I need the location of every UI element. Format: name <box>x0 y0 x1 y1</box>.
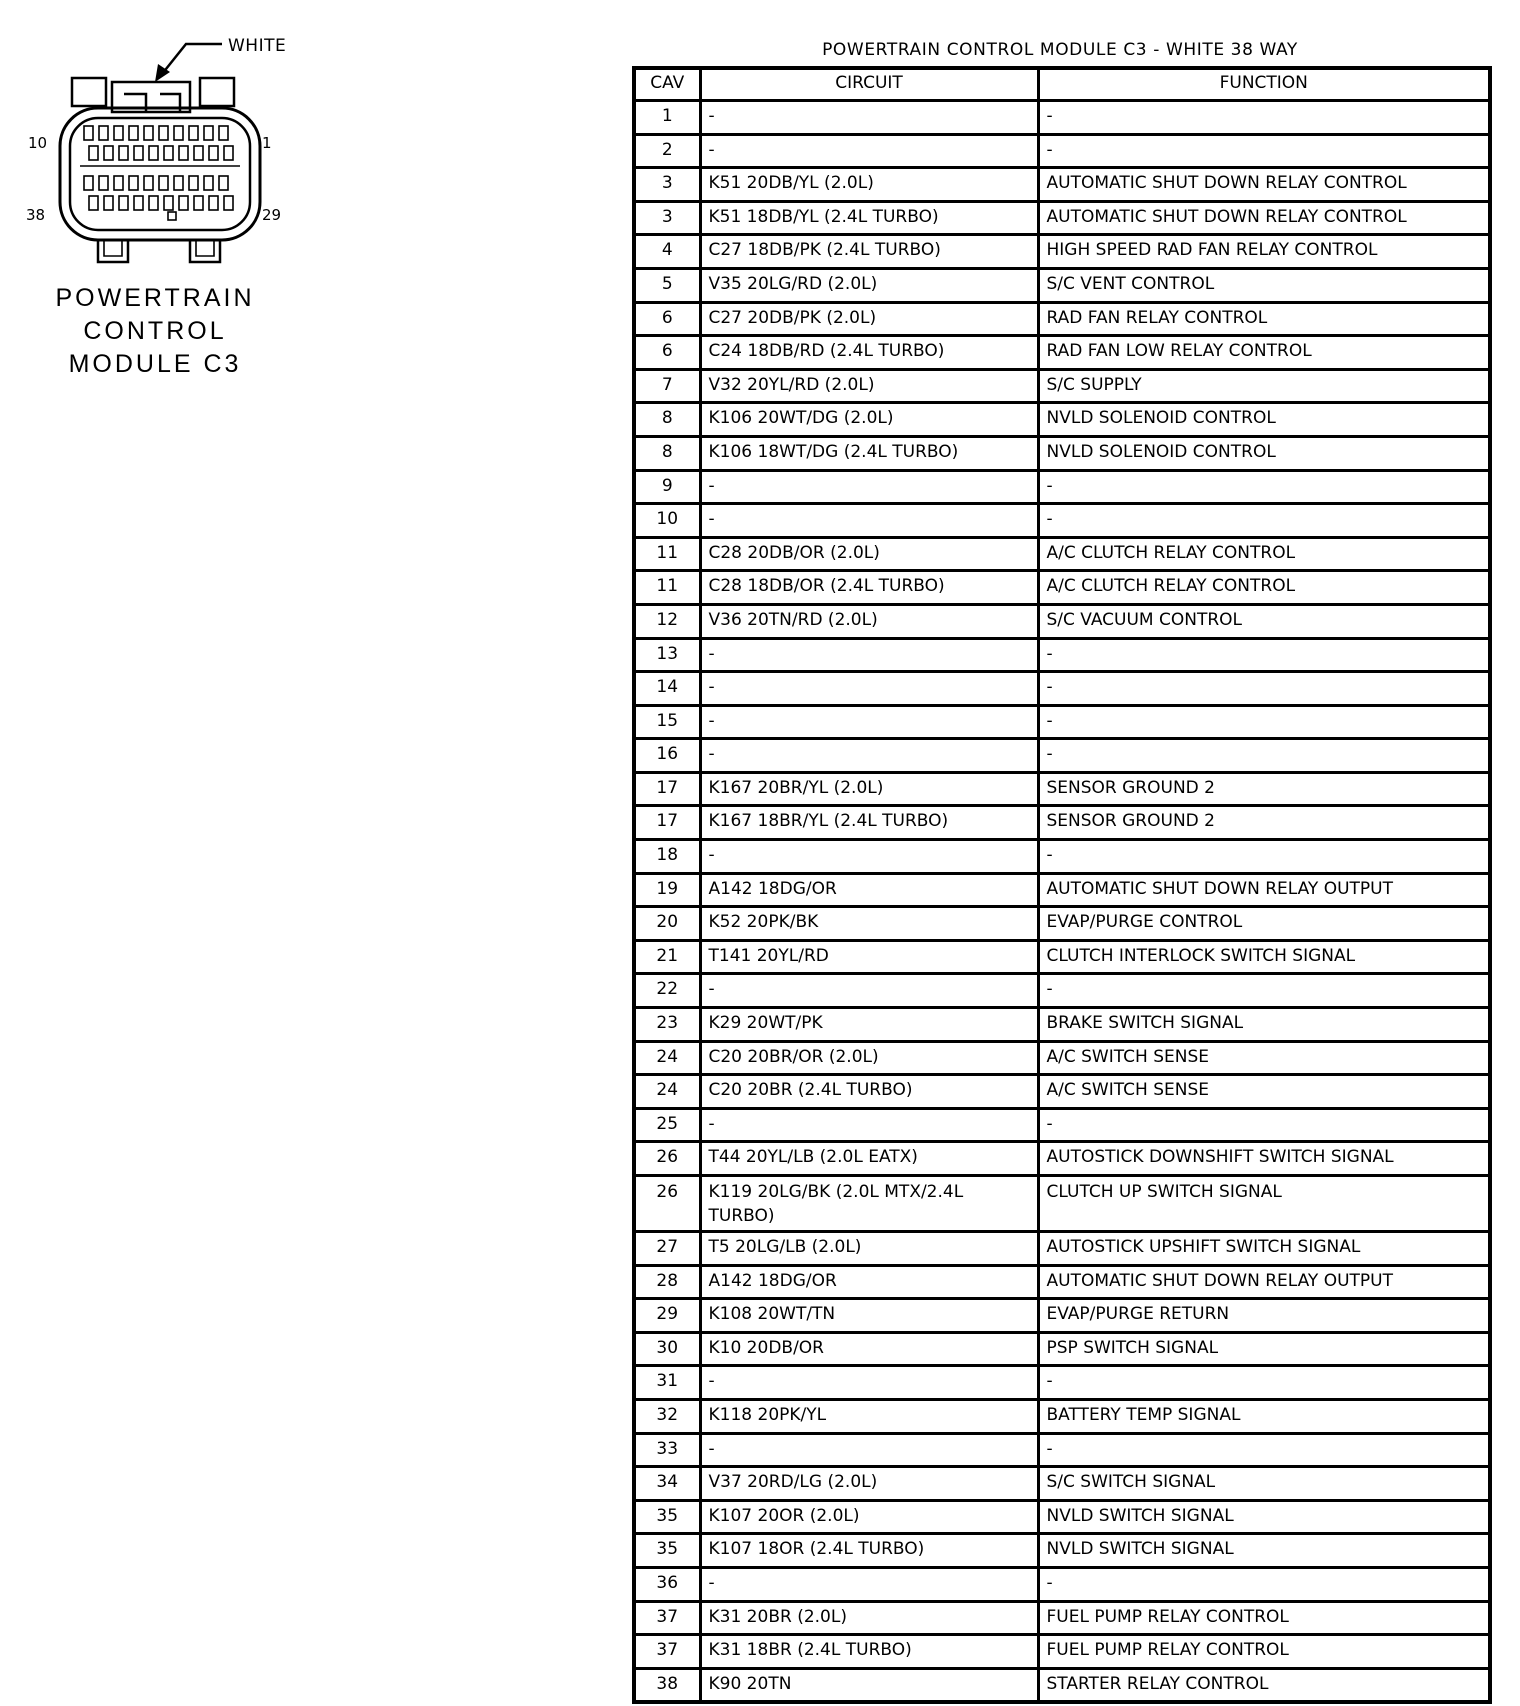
pinout-table <box>632 66 1492 1704</box>
pin-field <box>80 126 240 220</box>
connector-pin <box>164 146 173 160</box>
cell-cav: 27 <box>656 1237 679 1257</box>
table-row <box>634 1668 1490 1702</box>
cell-cav: 18 <box>656 845 679 866</box>
table-row <box>634 873 1490 907</box>
table-row <box>634 1108 1490 1142</box>
cell-cav: 37 <box>656 1640 679 1661</box>
cell-circuit: - <box>708 643 715 664</box>
cell-cav: 17 <box>656 811 679 832</box>
cell-cav: 3 <box>661 206 673 227</box>
connector-pin <box>144 126 153 140</box>
cell-function: S/C SUPPLY <box>1046 374 1142 395</box>
table-row <box>634 1567 1490 1601</box>
cell-circuit: T5 20LG/LB (2.0L) <box>708 1237 862 1257</box>
cell-circuit: C28 20DB/OR (2.0L) <box>708 542 880 563</box>
cell-function: - <box>1046 1438 1053 1459</box>
table-row <box>634 806 1490 840</box>
cell-function: EVAP/PURGE RETURN <box>1046 1304 1230 1325</box>
cell-circuit: - <box>708 106 715 126</box>
table-row <box>634 1041 1490 1075</box>
table-row <box>634 1467 1490 1501</box>
cell-function: AUTOMATIC SHUT DOWN RELAY OUTPUT <box>1046 878 1393 899</box>
connector-pin <box>144 176 153 190</box>
cell-function: AUTOSTICK DOWNSHIFT SWITCH SIGNAL <box>1046 1147 1394 1168</box>
table-row <box>634 504 1490 538</box>
cell-function: - <box>1046 475 1053 496</box>
cell-cav: 33 <box>656 1438 679 1459</box>
connector-pin <box>129 126 138 140</box>
cell-function: NVLD SOLENOID CONTROL <box>1046 408 1276 429</box>
cell-cav: 19 <box>656 878 679 899</box>
cell-cav: 34 <box>656 1472 679 1493</box>
table-row <box>634 571 1490 605</box>
cell-cav: 15 <box>656 710 679 731</box>
cell-cav: 1 <box>661 106 673 126</box>
cell-circuit: - <box>708 1438 715 1459</box>
connector-pin <box>189 176 198 190</box>
cell-function: A/C SWITCH SENSE <box>1046 1046 1209 1067</box>
connector-pin <box>179 196 188 210</box>
cell-function: FUEL PUMP RELAY CONTROL <box>1046 1640 1289 1661</box>
cell-cav: 12 <box>656 609 679 630</box>
table-row <box>634 369 1490 403</box>
cell-cav: 23 <box>656 1013 679 1034</box>
connector-top-tab-left <box>72 78 106 106</box>
cell-function: BRAKE SWITCH SIGNAL <box>1046 1013 1244 1034</box>
connector-top-tab-right <box>200 78 234 106</box>
connector-pin <box>209 196 218 210</box>
cell-circuit: C20 20BR/OR (2.0L) <box>708 1046 879 1067</box>
cell-function: - <box>1046 1113 1053 1134</box>
cell-circuit: K52 20PK/BK <box>708 912 819 933</box>
cell-function: SENSOR GROUND 2 <box>1046 811 1215 832</box>
cell-circuit: K31 20BR (2.0L) <box>708 1606 847 1627</box>
table-row <box>634 1399 1490 1433</box>
table-row <box>634 436 1490 470</box>
cell-circuit: - <box>708 979 715 1000</box>
cell-cav: 20 <box>656 912 679 933</box>
cell-circuit: K167 20BR/YL (2.0L) <box>708 777 884 798</box>
cell-circuit: K31 18BR (2.4L TURBO) <box>708 1640 912 1661</box>
cell-circuit: K167 18BR/YL (2.4L TURBO) <box>708 811 949 832</box>
cell-function: S/C SWITCH SIGNAL <box>1046 1472 1216 1493</box>
cell-cav: 6 <box>661 341 673 362</box>
connector-pin <box>194 196 203 210</box>
cell-circuit: T44 20YL/LB (2.0L EATX) <box>708 1147 918 1168</box>
cell-function: BATTERY TEMP SIGNAL <box>1046 1404 1241 1425</box>
cell-circuit: - <box>708 710 715 731</box>
callout-white-label: WHITE <box>228 36 287 56</box>
connector-key <box>168 212 176 220</box>
cell-circuit: K106 18WT/DG (2.4L TURBO) <box>708 441 959 462</box>
cell-cav: 7 <box>661 374 673 395</box>
cell-circuit: V35 20LG/RD (2.0L) <box>708 273 878 294</box>
table-row <box>634 1635 1490 1669</box>
table-row <box>634 739 1490 773</box>
cell-cav: 2 <box>661 139 673 160</box>
table-row <box>634 1299 1490 1333</box>
connector-pin <box>219 126 228 140</box>
connector-pin <box>119 196 128 210</box>
table-row <box>634 336 1490 370</box>
connector-pin <box>114 126 123 140</box>
header-cav: CAV <box>634 68 700 101</box>
cell-cav: 5 <box>661 273 673 294</box>
cell-circuit: - <box>708 139 715 160</box>
cell-cav: 26 <box>656 1182 679 1202</box>
table-row <box>634 1366 1490 1400</box>
cell-circuit: C27 20DB/PK (2.0L) <box>708 307 877 328</box>
table-row <box>634 168 1490 202</box>
cell-function: FUEL PUMP RELAY CONTROL <box>1046 1606 1289 1627</box>
cell-cav: 4 <box>661 240 673 261</box>
cell-cav: 14 <box>656 677 679 698</box>
table-row <box>634 1534 1490 1568</box>
connector-pin <box>99 176 108 190</box>
connector-pin <box>189 126 198 140</box>
cell-circuit: K10 20DB/OR <box>708 1337 824 1358</box>
table-row <box>634 1601 1490 1635</box>
cell-function: - <box>1046 106 1053 126</box>
cell-circuit: K119 20LG/BK (2.0L MTX/2.4L TURBO) <box>708 1182 964 1226</box>
connector-pin <box>149 146 158 160</box>
connector-title-line-1: POWERTRAIN <box>55 284 255 312</box>
connector-pin <box>89 196 98 210</box>
header-circuit: CIRCUIT <box>700 68 1038 101</box>
cell-function: A/C SWITCH SENSE <box>1046 1080 1209 1101</box>
table-row <box>634 1265 1490 1299</box>
cell-cav: 3 <box>661 173 673 194</box>
pin-label-top-right: 1 <box>262 134 272 152</box>
connector-pin <box>174 126 183 140</box>
cell-function: - <box>1046 677 1053 698</box>
cell-cav: 37 <box>656 1606 679 1627</box>
cell-function: - <box>1046 744 1053 765</box>
cell-function: NVLD SWITCH SIGNAL <box>1046 1505 1234 1526</box>
cell-circuit: K107 18OR (2.4L TURBO) <box>708 1539 925 1560</box>
cell-function: NVLD SWITCH SIGNAL <box>1046 1539 1234 1560</box>
cell-function: - <box>1046 643 1053 664</box>
table-row <box>634 1176 1490 1232</box>
table-row <box>634 134 1490 168</box>
cell-circuit: C28 18DB/OR (2.4L TURBO) <box>708 576 945 597</box>
cell-function: - <box>1046 139 1053 160</box>
cell-circuit: - <box>708 677 715 698</box>
pin-label-bottom-left: 38 <box>26 206 46 224</box>
cell-cav: 8 <box>661 441 673 462</box>
cell-cav: 38 <box>656 1673 679 1694</box>
connector-pin <box>159 176 168 190</box>
connector-pin <box>219 176 228 190</box>
cell-circuit: - <box>708 744 715 765</box>
table-row <box>634 604 1490 638</box>
connector-title <box>40 282 270 381</box>
table-header-row <box>634 68 1490 101</box>
cell-circuit: A142 18DG/OR <box>708 1270 837 1291</box>
cell-function: RAD FAN RELAY CONTROL <box>1046 307 1268 328</box>
table-row <box>634 1500 1490 1534</box>
cell-circuit: K108 20WT/TN <box>708 1304 836 1325</box>
header-function: FUNCTION <box>1038 68 1490 101</box>
cell-circuit: C24 18DB/RD (2.4L TURBO) <box>708 341 945 362</box>
cell-function: - <box>1046 979 1053 1000</box>
connector-pin <box>164 196 173 210</box>
cell-function: AUTOSTICK UPSHIFT SWITCH SIGNAL <box>1046 1237 1361 1257</box>
cell-circuit: V37 20RD/LG (2.0L) <box>708 1472 878 1493</box>
cell-function: STARTER RELAY CONTROL <box>1046 1673 1269 1694</box>
cell-cav: 24 <box>656 1080 679 1101</box>
cell-cav: 35 <box>656 1539 679 1560</box>
cell-circuit: - <box>708 509 715 530</box>
table-row <box>634 268 1490 302</box>
connector-pin <box>134 196 143 210</box>
table-row <box>634 302 1490 336</box>
cell-cav: 30 <box>656 1337 679 1358</box>
table-row <box>634 974 1490 1008</box>
cell-function: HIGH SPEED RAD FAN RELAY CONTROL <box>1046 240 1378 261</box>
table-row <box>634 940 1490 974</box>
cell-function: S/C VENT CONTROL <box>1046 273 1215 294</box>
callout-leader-line <box>162 44 222 74</box>
connector-pin <box>204 176 213 190</box>
cell-cav: 36 <box>656 1572 679 1593</box>
cell-cav: 8 <box>661 408 673 429</box>
cell-cav: 16 <box>656 744 679 765</box>
cell-circuit: K51 20DB/YL (2.0L) <box>708 173 874 194</box>
cell-cav: 21 <box>656 945 679 966</box>
cell-circuit: - <box>708 1371 715 1392</box>
cell-circuit: V36 20TN/RD (2.0L) <box>708 609 878 630</box>
table-row <box>634 1232 1490 1266</box>
cell-cav: 17 <box>656 777 679 798</box>
cell-circuit: K51 18DB/YL (2.4L TURBO) <box>708 206 939 227</box>
connector-pin <box>209 146 218 160</box>
connector-pin <box>134 146 143 160</box>
cell-cav: 24 <box>656 1046 679 1067</box>
connector-pin <box>159 126 168 140</box>
table-row <box>634 1075 1490 1109</box>
table-row <box>634 201 1490 235</box>
cell-cav: 6 <box>661 307 673 328</box>
table-row <box>634 101 1490 135</box>
connector-pin <box>179 146 188 160</box>
cell-function: - <box>1046 710 1053 731</box>
cell-function: PSP SWITCH SIGNAL <box>1046 1337 1219 1358</box>
table-row <box>634 537 1490 571</box>
cell-function: A/C CLUTCH RELAY CONTROL <box>1046 542 1296 563</box>
cell-function: AUTOMATIC SHUT DOWN RELAY CONTROL <box>1046 173 1407 194</box>
cell-circuit: K106 20WT/DG (2.0L) <box>708 408 894 429</box>
cell-function: AUTOMATIC SHUT DOWN RELAY CONTROL <box>1046 206 1407 227</box>
connector-title-line-3: MODULE C3 <box>68 350 242 378</box>
pin-label-top-left: 10 <box>28 134 48 152</box>
cell-circuit: K118 20PK/YL <box>708 1404 827 1425</box>
cell-function: A/C CLUTCH RELAY CONTROL <box>1046 576 1296 597</box>
connector-pin <box>84 126 93 140</box>
table-row <box>634 638 1490 672</box>
connector-pin <box>204 126 213 140</box>
cell-cav: 26 <box>656 1147 679 1168</box>
cell-function: EVAP/PURGE CONTROL <box>1046 912 1243 933</box>
cell-circuit: C20 20BR (2.4L TURBO) <box>708 1080 913 1101</box>
connector-pin <box>99 126 108 140</box>
table-title: POWERTRAIN CONTROL MODULE C3 - WHITE 38 WAY <box>822 40 1298 60</box>
table-row <box>634 235 1490 269</box>
connector-body <box>60 108 260 240</box>
cell-function: CLUTCH UP SWITCH SIGNAL <box>1046 1182 1282 1202</box>
table-row <box>634 1433 1490 1467</box>
table-row <box>634 840 1490 874</box>
cell-circuit: - <box>708 1113 715 1134</box>
cell-function: SENSOR GROUND 2 <box>1046 777 1215 798</box>
cell-circuit: C27 18DB/PK (2.4L TURBO) <box>708 240 941 261</box>
cell-circuit: K29 20WT/PK <box>708 1013 823 1034</box>
cell-cav: 29 <box>656 1304 679 1325</box>
table-row <box>634 470 1490 504</box>
table-row <box>634 1008 1490 1042</box>
table-row <box>634 907 1490 941</box>
connector-pin <box>104 196 113 210</box>
table-row <box>634 705 1490 739</box>
cell-cav: 31 <box>656 1371 679 1392</box>
cell-function: - <box>1046 1572 1053 1593</box>
connector-foot-left <box>98 240 128 262</box>
connector-pin <box>174 176 183 190</box>
pin-label-bottom-right: 29 <box>262 206 282 224</box>
cell-cav: 35 <box>656 1505 679 1526</box>
cell-circuit: - <box>708 845 715 866</box>
table-row <box>634 772 1490 806</box>
cell-cav: 32 <box>656 1404 679 1425</box>
cell-circuit: K107 20OR (2.0L) <box>708 1505 860 1526</box>
table-body <box>634 101 1490 1703</box>
connector-pin <box>194 146 203 160</box>
connector-pin <box>149 196 158 210</box>
cell-cav: 9 <box>661 475 673 496</box>
cell-circuit: A142 18DG/OR <box>708 878 837 899</box>
table-row <box>634 672 1490 706</box>
cell-cav: 13 <box>656 643 679 664</box>
connector-title-line-2: CONTROL <box>83 317 227 345</box>
cell-circuit: K90 20TN <box>708 1673 792 1694</box>
cell-function: - <box>1046 509 1053 530</box>
connector-pin <box>84 176 93 190</box>
table-row <box>634 1142 1490 1176</box>
connector-pin <box>129 176 138 190</box>
cell-cav: 25 <box>656 1113 679 1134</box>
cell-function: - <box>1046 845 1053 866</box>
connector-pin <box>89 146 98 160</box>
connector-pin <box>119 146 128 160</box>
cell-circuit: - <box>708 1572 715 1593</box>
cell-cav: 10 <box>656 509 679 530</box>
pinout-table-section <box>632 36 1488 1704</box>
table-row <box>634 403 1490 437</box>
cell-cav: 11 <box>656 576 679 597</box>
cell-circuit: T141 20YL/RD <box>708 945 829 966</box>
cell-circuit: - <box>708 475 715 496</box>
table-row <box>634 1332 1490 1366</box>
cell-function: - <box>1046 1371 1053 1392</box>
cell-function: RAD FAN LOW RELAY CONTROL <box>1046 341 1312 362</box>
cell-function: NVLD SOLENOID CONTROL <box>1046 441 1276 462</box>
connector-pin <box>114 176 123 190</box>
cell-cav: 22 <box>656 979 679 1000</box>
connector-pin <box>224 146 233 160</box>
cell-function: AUTOMATIC SHUT DOWN RELAY OUTPUT <box>1046 1270 1393 1291</box>
cell-circuit: V32 20YL/RD (2.0L) <box>708 374 875 395</box>
connector-figure <box>0 0 320 400</box>
connector-foot-right <box>190 240 220 262</box>
connector-inner-shell <box>70 118 250 230</box>
connector-pin <box>104 146 113 160</box>
cell-function: S/C VACUUM CONTROL <box>1046 609 1243 630</box>
connector-pin <box>224 196 233 210</box>
cell-function: CLUTCH INTERLOCK SWITCH SIGNAL <box>1046 945 1356 966</box>
cell-cav: 11 <box>656 542 679 563</box>
cell-cav: 28 <box>656 1270 679 1291</box>
